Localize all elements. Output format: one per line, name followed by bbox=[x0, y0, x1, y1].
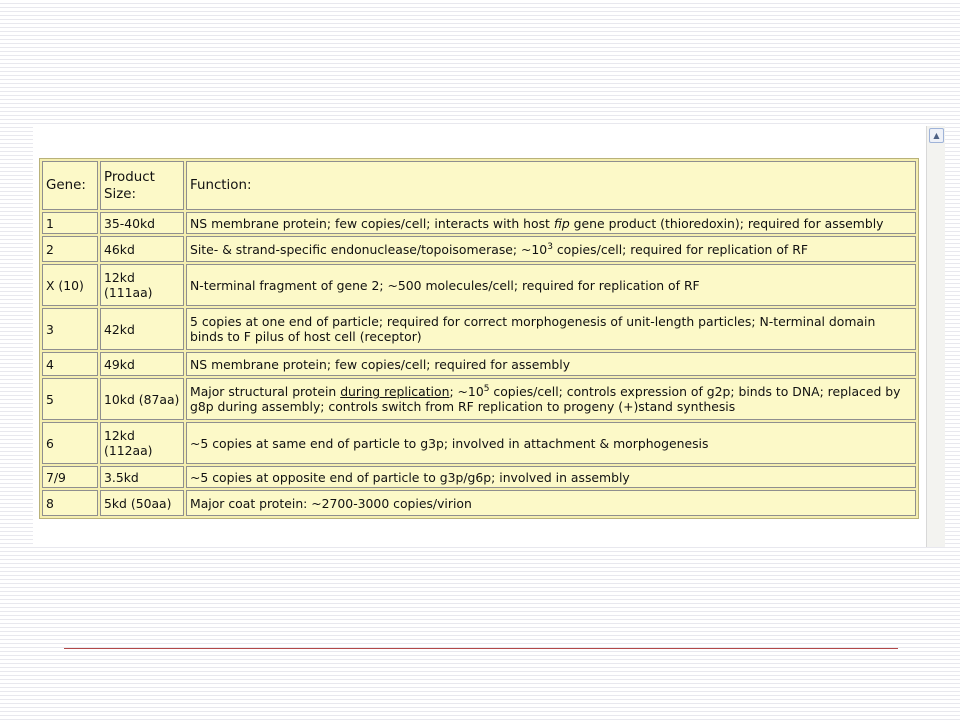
table-row bbox=[42, 422, 916, 464]
function-text: copies/cell; required for replication of RF bbox=[552, 241, 808, 257]
content-panel bbox=[33, 126, 926, 547]
table-row bbox=[42, 490, 916, 516]
function-cell bbox=[186, 236, 916, 262]
gene-product-table bbox=[39, 158, 919, 519]
size-line: 5kd (50aa) bbox=[104, 495, 172, 511]
size-header-line1: Product bbox=[104, 169, 155, 185]
function-text: ~5 copies at same end of particle to g3p; involved in attachment & morphogenesis bbox=[190, 435, 709, 451]
size-cell bbox=[100, 212, 184, 234]
gene-cell: 3 bbox=[42, 308, 98, 350]
chevron-up-icon[interactable]: ▲ bbox=[929, 128, 944, 143]
gene-cell: 7/9 bbox=[42, 466, 98, 488]
table-row bbox=[42, 212, 916, 234]
size-line: 46kd bbox=[104, 241, 135, 257]
gene-cell: 4 bbox=[42, 352, 98, 376]
vertical-scrollbar[interactable] bbox=[926, 126, 945, 547]
function-cell bbox=[186, 352, 916, 376]
function-text: gene product (thioredoxin); required for assembly bbox=[569, 215, 884, 231]
function-text: Major structural protein bbox=[190, 384, 341, 399]
function-text: during replication bbox=[340, 384, 450, 399]
function-cell bbox=[186, 308, 916, 350]
size-cell bbox=[100, 352, 184, 376]
size-line: 49kd bbox=[104, 356, 135, 372]
function-text: copies/cell; controls expression of g2p; binds to DNA; replaced by g8p during assembly; controls switch from RF replication to progeny (+)stand synthesis bbox=[190, 384, 901, 414]
size-line: (111aa) bbox=[104, 285, 153, 300]
function-text: Major coat protein: ~2700-3000 copies/virion bbox=[190, 495, 472, 511]
size-line: 42kd bbox=[104, 321, 135, 337]
function-text: 5 copies at one end of particle; required for correct morphogenesis of unit-length particles; N-terminal domain binds to F pilus of host cell (receptor) bbox=[190, 314, 876, 344]
gene-cell: 5 bbox=[42, 378, 98, 420]
table-header-row bbox=[42, 161, 916, 210]
table-row bbox=[42, 308, 916, 350]
function-cell bbox=[186, 212, 916, 234]
footer-divider bbox=[64, 648, 898, 649]
size-line: (112aa) bbox=[104, 443, 153, 458]
function-cell bbox=[186, 264, 916, 306]
function-text: ; ~10 bbox=[449, 384, 484, 399]
size-line: 12kd bbox=[104, 428, 135, 443]
gene-cell: X (10) bbox=[42, 264, 98, 306]
table-row bbox=[42, 236, 916, 262]
size-line: 10kd (87aa) bbox=[104, 391, 180, 407]
size-line: 12kd bbox=[104, 270, 135, 285]
function-cell bbox=[186, 378, 916, 420]
gene-cell: 1 bbox=[42, 212, 98, 234]
size-cell bbox=[100, 308, 184, 350]
size-cell bbox=[100, 490, 184, 516]
size-cell bbox=[100, 466, 184, 488]
function-cell bbox=[186, 422, 916, 464]
function-cell bbox=[186, 490, 916, 516]
function-text: fip bbox=[553, 215, 570, 231]
size-cell bbox=[100, 378, 184, 420]
function-text: N-terminal fragment of gene 2; ~500 molecules/cell; required for replication of RF bbox=[190, 277, 700, 293]
function-text: ~5 copies at opposite end of particle to g3p/g6p; involved in assembly bbox=[190, 469, 630, 485]
size-column-header bbox=[100, 161, 184, 210]
exponent: 3 bbox=[547, 241, 553, 252]
gene-cell: 8 bbox=[42, 490, 98, 516]
exponent: 5 bbox=[483, 384, 490, 394]
function-text: NS membrane protein; few copies/cell; required for assembly bbox=[190, 356, 571, 372]
function-column-header: Function: bbox=[186, 161, 916, 210]
size-line: 35-40kd bbox=[104, 215, 156, 231]
gene-cell: 6 bbox=[42, 422, 98, 464]
size-cell bbox=[100, 422, 184, 464]
function-text: NS membrane protein; few copies/cell; interacts with host bbox=[190, 215, 554, 231]
gene-column-header: Gene: bbox=[42, 161, 98, 210]
table-row bbox=[42, 466, 916, 488]
size-cell bbox=[100, 264, 184, 306]
table-row bbox=[42, 378, 916, 420]
gene-cell: 2 bbox=[42, 236, 98, 262]
table-row bbox=[42, 352, 916, 376]
table-row bbox=[42, 264, 916, 306]
function-cell bbox=[186, 466, 916, 488]
size-line: 3.5kd bbox=[104, 469, 139, 485]
size-cell bbox=[100, 236, 184, 262]
function-text: Site- & strand-specific endonuclease/topoisomerase; ~10 bbox=[190, 241, 548, 257]
size-header-line2: Size: bbox=[104, 186, 136, 202]
